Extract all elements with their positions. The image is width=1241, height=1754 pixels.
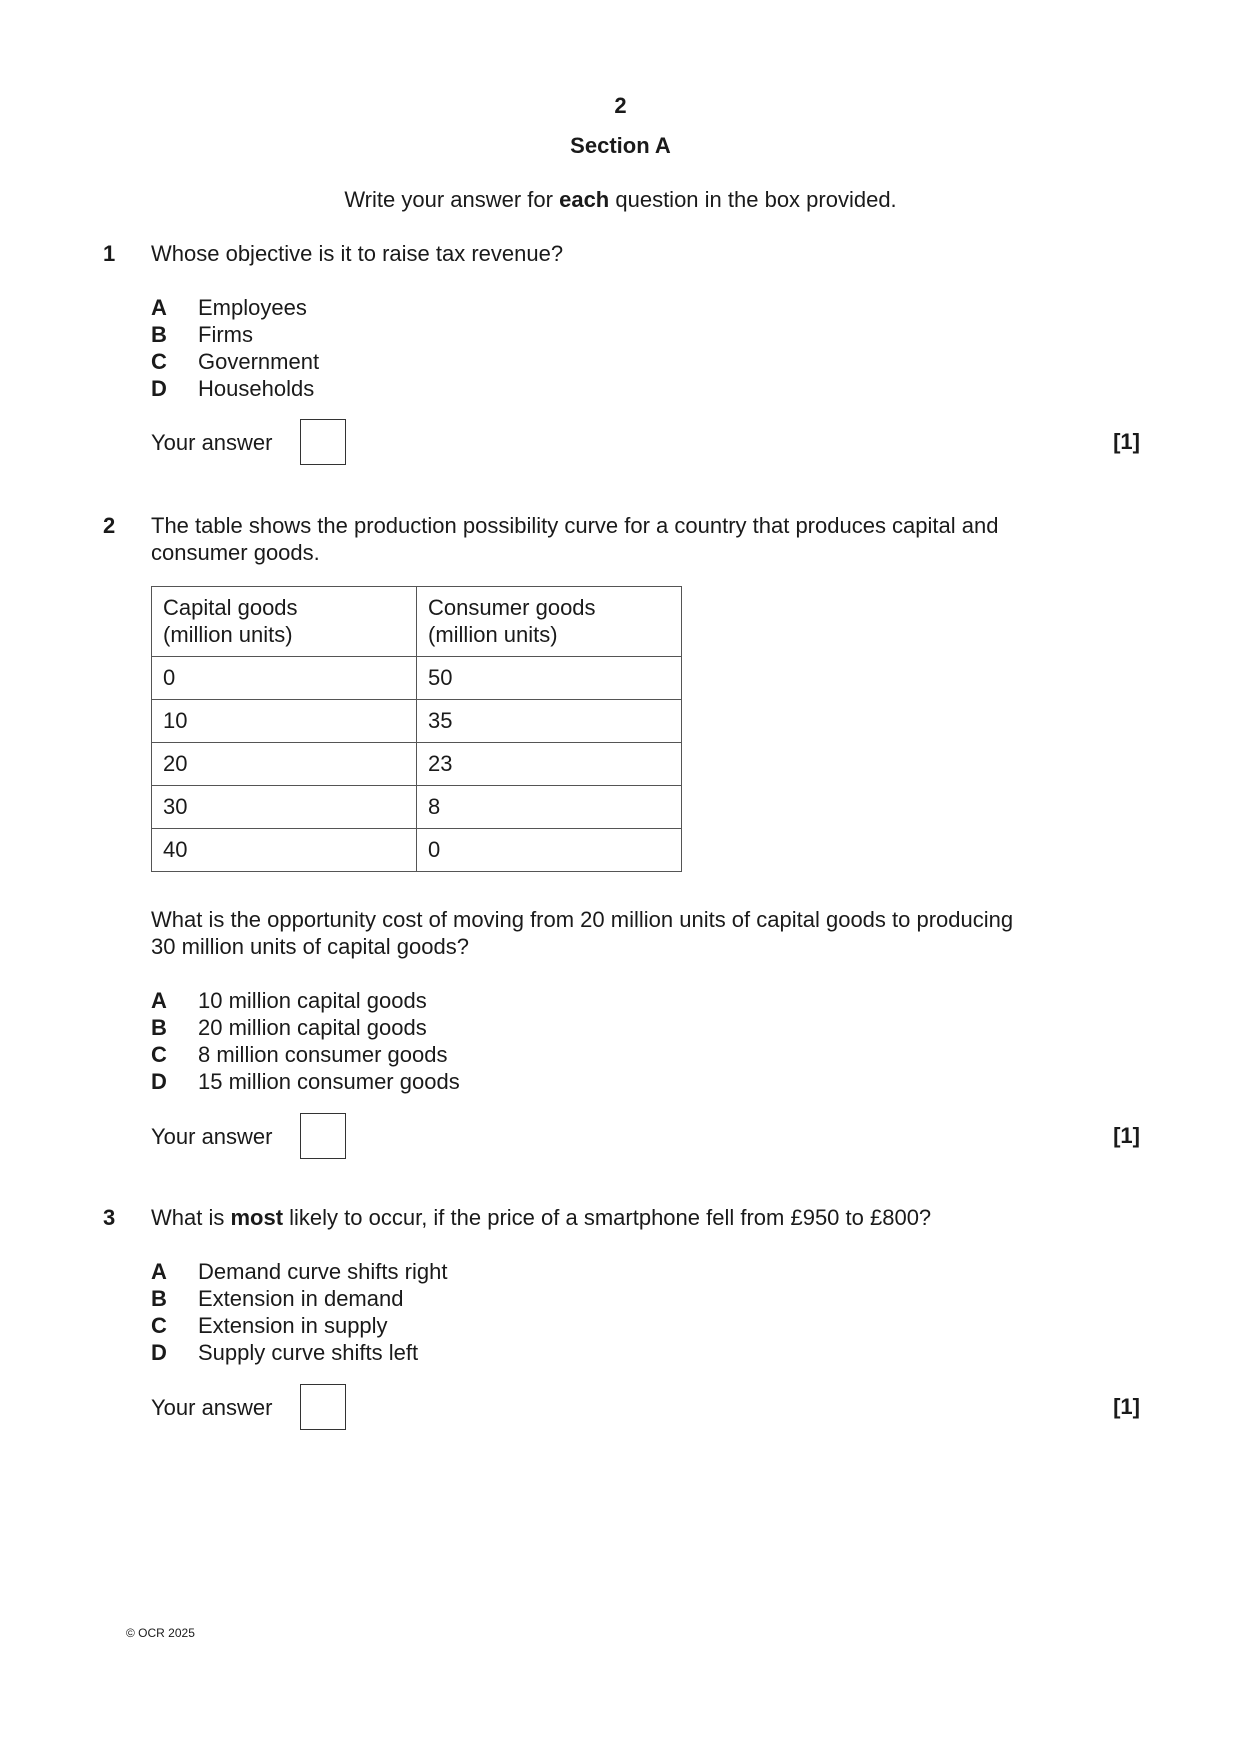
option-text: Extension in demand bbox=[198, 1286, 404, 1311]
option-letter: C bbox=[151, 1042, 167, 1067]
option bbox=[151, 1339, 418, 1366]
question-number: 3 bbox=[103, 1205, 116, 1230]
option-letter: A bbox=[151, 1259, 167, 1284]
question-number: 1 bbox=[103, 241, 116, 266]
question-number: 2 bbox=[103, 513, 116, 538]
option-letter: C bbox=[151, 349, 167, 374]
table-row bbox=[152, 743, 682, 786]
option bbox=[151, 987, 427, 1014]
option-letter: A bbox=[151, 295, 167, 320]
table-cell: 35 bbox=[417, 700, 682, 743]
copyright-footer: © OCR 2025 bbox=[126, 1626, 195, 1640]
option-text: 10 million capital goods bbox=[198, 988, 427, 1013]
column-header-consumer bbox=[417, 587, 682, 657]
option-text: 8 million consumer goods bbox=[198, 1042, 448, 1067]
question-text bbox=[151, 1204, 931, 1231]
option bbox=[151, 1312, 388, 1339]
option-letter: D bbox=[151, 376, 167, 401]
option-letter: A bbox=[151, 988, 167, 1013]
section-title: Section A bbox=[570, 133, 671, 158]
option bbox=[151, 348, 319, 375]
option bbox=[151, 375, 314, 402]
question-text-part: What is bbox=[151, 1205, 231, 1230]
option-text: Government bbox=[198, 349, 320, 374]
table-cell: 0 bbox=[152, 657, 417, 700]
header-line: Capital goods bbox=[163, 595, 298, 620]
header-line: Consumer goods bbox=[428, 595, 596, 620]
option-text: Employees bbox=[198, 295, 307, 320]
instruction-text: question in the box provided. bbox=[609, 187, 897, 212]
table-cell: 23 bbox=[417, 743, 682, 786]
table-cell: 20 bbox=[152, 743, 417, 786]
option-letter: D bbox=[151, 1069, 167, 1094]
option-letter: B bbox=[151, 322, 167, 347]
option-letter: B bbox=[151, 1015, 167, 1040]
marks: [1] bbox=[1113, 429, 1140, 454]
option bbox=[151, 1068, 460, 1095]
question-emphasis: most bbox=[230, 1205, 284, 1230]
option bbox=[151, 1014, 427, 1041]
question-text-line: 30 million units of capital goods? bbox=[151, 934, 469, 959]
marks: [1] bbox=[1113, 1123, 1140, 1148]
option-text: Extension in supply bbox=[198, 1313, 388, 1338]
question-text-part: likely to occur, if the price of a smartphone fell from £950 to £800? bbox=[283, 1205, 932, 1230]
question-text-line: What is the opportunity cost of moving from 20 million units of capital goods to producing bbox=[151, 907, 1014, 932]
table-row bbox=[152, 657, 682, 700]
option-text: Supply curve shifts left bbox=[198, 1340, 419, 1365]
answer-box[interactable] bbox=[300, 419, 346, 465]
header-line: (million units) bbox=[163, 622, 293, 647]
option bbox=[151, 321, 253, 348]
table-row bbox=[152, 700, 682, 743]
option bbox=[151, 1041, 447, 1068]
instructions bbox=[0, 186, 1241, 213]
column-header-capital bbox=[152, 587, 417, 657]
production-possibility-table bbox=[151, 586, 682, 872]
option-text: 20 million capital goods bbox=[198, 1015, 427, 1040]
question-text-line: The table shows the production possibility curve for a country that produces capital and bbox=[151, 513, 999, 538]
table-row bbox=[152, 786, 682, 829]
table-cell: 8 bbox=[417, 786, 682, 829]
option-letter: D bbox=[151, 1340, 167, 1365]
question-followup bbox=[151, 906, 1013, 960]
table-row bbox=[152, 829, 682, 872]
table-cell: 10 bbox=[152, 700, 417, 743]
table-cell: 30 bbox=[152, 786, 417, 829]
option-text: Demand curve shifts right bbox=[198, 1259, 448, 1284]
answer-box[interactable] bbox=[300, 1384, 346, 1430]
question-text: Whose objective is it to raise tax revenue? bbox=[151, 241, 564, 266]
marks: [1] bbox=[1113, 1394, 1140, 1419]
instruction-text: Write your answer for bbox=[344, 187, 560, 212]
option-text: 15 million consumer goods bbox=[198, 1069, 460, 1094]
table-header-row bbox=[152, 587, 682, 657]
table-cell: 0 bbox=[417, 829, 682, 872]
table-cell: 40 bbox=[152, 829, 417, 872]
answer-label: Your answer bbox=[151, 1124, 273, 1149]
page-number: 2 bbox=[614, 93, 627, 118]
option bbox=[151, 294, 307, 321]
option bbox=[151, 1285, 403, 1312]
question-text-line: consumer goods. bbox=[151, 540, 320, 565]
option-letter: C bbox=[151, 1313, 167, 1338]
header-line: (million units) bbox=[428, 622, 558, 647]
option-text: Households bbox=[198, 376, 315, 401]
option bbox=[151, 1258, 447, 1285]
question-text bbox=[151, 512, 998, 566]
instruction-emphasis: each bbox=[559, 187, 610, 212]
table-cell: 50 bbox=[417, 657, 682, 700]
option-letter: B bbox=[151, 1286, 167, 1311]
answer-label: Your answer bbox=[151, 430, 273, 455]
answer-box[interactable] bbox=[300, 1113, 346, 1159]
answer-label: Your answer bbox=[151, 1395, 273, 1420]
option-text: Firms bbox=[198, 322, 253, 347]
